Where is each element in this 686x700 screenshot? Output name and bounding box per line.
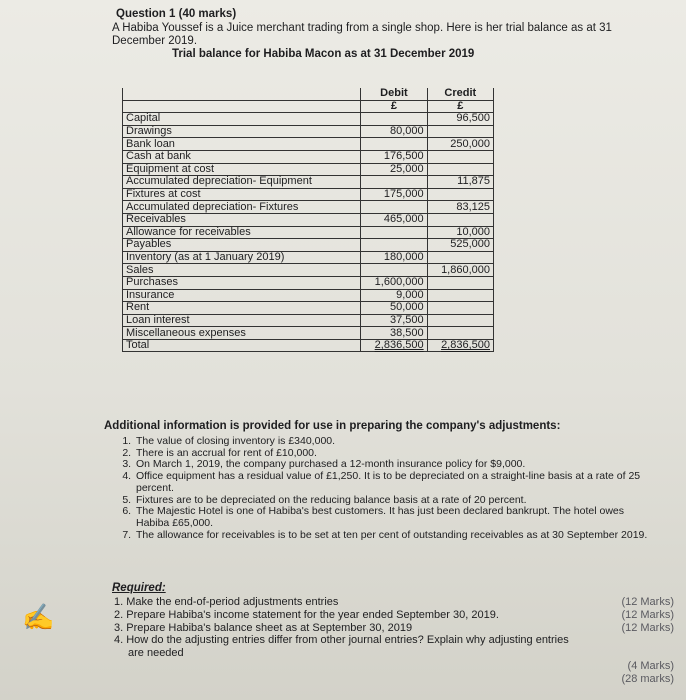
credit-amount: [427, 276, 493, 289]
header-blank: [123, 88, 361, 100]
table-row: [123, 150, 494, 163]
required-continuation: are needed: [128, 647, 184, 660]
account-name: Accumulated depreciation- Equipment: [123, 176, 361, 189]
total-row: [123, 339, 494, 352]
header-credit: Credit: [427, 88, 493, 100]
required-heading: Required:: [112, 582, 166, 594]
credit-amount: 11,875: [427, 176, 493, 189]
table-units-row: [123, 100, 494, 113]
credit-amount: [427, 125, 493, 138]
credit-amount: [427, 251, 493, 264]
trial-balance-title: Trial balance for Habiba Macon as at 31 December 2019: [172, 48, 475, 60]
required-item: [114, 634, 674, 647]
required-marks: (12 Marks): [621, 621, 674, 634]
debit-amount: 180,000: [361, 251, 427, 264]
account-name: Bank loan: [123, 138, 361, 151]
account-name: Fixtures at cost: [123, 188, 361, 201]
required-last-marks: (4 Marks): [627, 659, 674, 672]
account-name: Sales: [123, 264, 361, 277]
debit-amount: 37,500: [361, 314, 427, 327]
account-name: Cash at bank: [123, 150, 361, 163]
table-row: [123, 138, 494, 151]
account-name: Total: [123, 339, 361, 352]
question-intro: A Habiba Youssef is a Juice merchant trading from a single shop. Here is her trial balance as at 31 December 2019.: [112, 22, 612, 47]
question-heading: Question 1 (40 marks): [116, 8, 237, 20]
credit-amount: 525,000: [427, 239, 493, 252]
required-text: 2. Prepare Habiba's income statement for the year ended September 30, 2019.: [114, 608, 499, 621]
table-row: [123, 213, 494, 226]
debit-amount: [361, 113, 427, 126]
account-name: Inventory (as at 1 January 2019): [123, 251, 361, 264]
adjustments-list: [116, 436, 654, 541]
credit-amount: 83,125: [427, 201, 493, 214]
credit-amount: 10,000: [427, 226, 493, 239]
table-row: [123, 251, 494, 264]
currency-unit: £: [361, 100, 427, 113]
adjustment-item: 6. The Majestic Hotel is one of Habiba's best customers. It has just been declared bankrupt. The hotel owes Habiba £65,000.: [134, 506, 654, 529]
debit-amount: [361, 264, 427, 277]
credit-amount: 96,500: [427, 113, 493, 126]
header-debit: Debit: [361, 88, 427, 100]
debit-amount: 9,000: [361, 289, 427, 302]
credit-amount: [427, 163, 493, 176]
credit-amount: 1,860,000: [427, 264, 493, 277]
account-name: Allowance for receivables: [123, 226, 361, 239]
table-row: [123, 327, 494, 340]
additional-info-heading: Additional information is provided for use in preparing the company's adjustments:: [104, 420, 561, 432]
table-row: [123, 201, 494, 214]
table-row: [123, 276, 494, 289]
table-row: [123, 314, 494, 327]
debit-amount: [361, 239, 427, 252]
account-name: Receivables: [123, 213, 361, 226]
account-name: Accumulated depreciation- Fixtures: [123, 201, 361, 214]
account-name: Loan interest: [123, 314, 361, 327]
table-row: [123, 125, 494, 138]
required-marks: (12 Marks): [621, 608, 674, 621]
debit-amount: 465,000: [361, 213, 427, 226]
account-name: Purchases: [123, 276, 361, 289]
account-name: Payables: [123, 239, 361, 252]
pen-icon: ✍: [22, 602, 55, 632]
credit-amount: [427, 327, 493, 340]
table-row: [123, 113, 494, 126]
table-row: [123, 239, 494, 252]
debit-amount: [361, 176, 427, 189]
table-row: [123, 289, 494, 302]
debit-amount: 1,600,000: [361, 276, 427, 289]
account-name: Rent: [123, 302, 361, 315]
currency-unit: £: [427, 100, 493, 113]
debit-amount: [361, 138, 427, 151]
required-text: 3. Prepare Habiba's balance sheet as at September 30, 2019: [114, 621, 413, 634]
debit-amount: [361, 201, 427, 214]
adjustment-item: 4. Office equipment has a residual value of £1,250. It is to be depreciated on a straight-line basis at a rate of 25 percent.: [134, 471, 654, 494]
account-name: Equipment at cost: [123, 163, 361, 176]
trial-balance-table: [122, 88, 494, 352]
debit-amount: 80,000: [361, 125, 427, 138]
credit-amount: [427, 302, 493, 315]
credit-amount: 2,836,500: [427, 339, 493, 352]
required-marks: (12 Marks): [621, 596, 674, 608]
credit-amount: [427, 150, 493, 163]
adjustment-item: 1. The value of closing inventory is £340,000.: [134, 436, 654, 448]
account-name: Capital: [123, 113, 361, 126]
adjustment-item: 7. The allowance for receivables is to be set at ten per cent of outstanding receivables as at 30 September 2019.: [134, 530, 654, 542]
adjustment-item: 5. Fixtures are to be depreciated on the reducing balance basis at a rate of 20 percent.: [134, 495, 654, 507]
debit-amount: 2,836,500: [361, 339, 427, 352]
credit-amount: 250,000: [427, 138, 493, 151]
required-text: 1. Make the end-of-period adjustments entries: [114, 596, 339, 608]
table-row: [123, 302, 494, 315]
account-name: Drawings: [123, 125, 361, 138]
required-total-marks: (28 marks): [621, 672, 674, 685]
adjustment-item: 2. There is an accrual for rent of £10,000.: [134, 448, 654, 460]
debit-amount: 25,000: [361, 163, 427, 176]
debit-amount: 175,000: [361, 188, 427, 201]
account-name: Miscellaneous expenses: [123, 327, 361, 340]
required-item: [114, 596, 674, 609]
table-header-row: [123, 88, 494, 100]
credit-amount: [427, 188, 493, 201]
required-text: 4. How do the adjusting entries differ from other journal entries? Explain why adjusting entries: [114, 634, 569, 647]
required-item-continued: [114, 647, 674, 660]
unit-blank: [123, 100, 361, 113]
credit-amount: [427, 213, 493, 226]
credit-amount: [427, 289, 493, 302]
table-row: [123, 226, 494, 239]
table-row: [123, 264, 494, 277]
credit-amount: [427, 314, 493, 327]
required-item: [114, 622, 674, 635]
debit-amount: 176,500: [361, 150, 427, 163]
required-list: [114, 596, 674, 686]
account-name: Insurance: [123, 289, 361, 302]
debit-amount: 38,500: [361, 327, 427, 340]
adjustment-item: 3. On March 1, 2019, the company purchased a 12-month insurance policy for $9,000.: [134, 459, 654, 471]
debit-amount: [361, 226, 427, 239]
table-row: [123, 188, 494, 201]
required-item: [114, 609, 674, 622]
table-row: [123, 176, 494, 189]
table-row: [123, 163, 494, 176]
debit-amount: 50,000: [361, 302, 427, 315]
